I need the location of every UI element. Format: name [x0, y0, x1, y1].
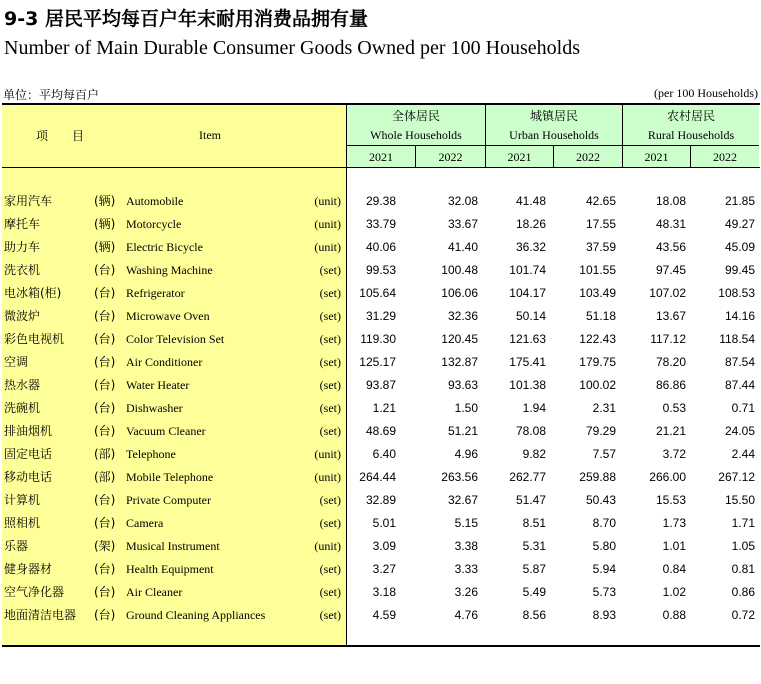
item-unit: (unit) [314, 470, 341, 484]
value-urban-2022: 101.55 [579, 263, 616, 277]
value-whole-2022: 32.67 [447, 493, 478, 507]
item-unit: (set) [319, 332, 341, 346]
value-rural-2021: 266.00 [649, 470, 686, 484]
value-whole-2022: 3.26 [454, 585, 478, 599]
value-whole-2022: 5.15 [454, 516, 478, 530]
value-whole-2022: 51.21 [447, 424, 478, 438]
value-rural-2022: 21.85 [724, 194, 755, 208]
item-unit: (set) [319, 355, 341, 369]
value-urban-2021: 262.77 [509, 470, 546, 484]
value-rural-2021: 1.02 [662, 585, 686, 599]
table-row [0, 236, 761, 259]
value-whole-2021: 93.87 [365, 378, 396, 392]
value-urban-2021: 51.47 [515, 493, 546, 507]
value-rural-2022: 1.71 [731, 516, 755, 530]
value-urban-2021: 101.74 [509, 263, 546, 277]
item-name-en: Electric Bicycle [126, 240, 203, 254]
value-urban-2022: 17.55 [585, 217, 616, 231]
value-urban-2022: 5.94 [592, 562, 616, 576]
unit-label-cn: 单位：平均每百户 [3, 88, 100, 102]
item-measure-word: (部) [94, 470, 116, 484]
item-name-cn: 乐器 [4, 539, 29, 553]
item-measure-word: (台) [94, 424, 116, 438]
value-urban-2021: 8.56 [522, 608, 546, 622]
item-name-en: Camera [126, 516, 164, 530]
item-measure-word: (台) [94, 309, 116, 323]
value-urban-2021: 5.31 [522, 539, 546, 553]
item-unit: (set) [319, 378, 341, 392]
item-unit: (unit) [314, 194, 341, 208]
item-name-cn: 摩托车 [4, 217, 41, 231]
value-whole-2021: 105.64 [359, 286, 396, 300]
table-row [0, 259, 761, 282]
item-measure-word: (台) [94, 332, 116, 346]
table-top-rule [2, 103, 760, 105]
item-unit: (unit) [314, 447, 341, 461]
item-measure-word: (台) [94, 608, 116, 622]
value-rural-2022: 267.12 [718, 470, 755, 484]
item-name-cn: 照相机 [4, 516, 41, 530]
item-name-cn: 空气净化器 [4, 585, 65, 599]
value-rural-2021: 15.53 [655, 493, 686, 507]
value-whole-2021: 32.89 [365, 493, 396, 507]
value-rural-2022: 1.05 [731, 539, 755, 553]
value-urban-2021: 36.32 [515, 240, 546, 254]
item-name-en: Dishwasher [126, 401, 183, 415]
value-rural-2021: 86.86 [655, 378, 686, 392]
table-row [0, 443, 761, 466]
item-unit: (set) [319, 286, 341, 300]
value-whole-2021: 31.29 [365, 309, 396, 323]
item-name-cn: 固定电话 [4, 447, 53, 461]
value-rural-2021: 0.88 [662, 608, 686, 622]
table-row [0, 282, 761, 305]
value-urban-2022: 5.80 [592, 539, 616, 553]
table-row [0, 558, 761, 581]
value-rural-2022: 118.54 [719, 332, 755, 346]
item-name-cn: 排油烟机 [4, 424, 53, 438]
item-measure-word: (辆) [94, 240, 116, 254]
item-name-cn: 计算机 [4, 493, 41, 507]
header-year: 2021 [644, 150, 669, 164]
table-row [0, 374, 761, 397]
value-whole-2022: 3.38 [454, 539, 478, 553]
value-urban-2021: 50.14 [515, 309, 546, 323]
value-whole-2022: 100.48 [441, 263, 478, 277]
item-name-en: Water Heater [126, 378, 190, 392]
value-whole-2021: 5.01 [372, 516, 396, 530]
header-item-cn: 项 目 [35, 129, 84, 143]
value-rural-2022: 0.86 [731, 585, 755, 599]
value-rural-2022: 49.27 [724, 217, 755, 231]
item-name-cn: 洗衣机 [4, 263, 41, 277]
item-name-en: Mobile Telephone [126, 470, 214, 484]
value-rural-2022: 0.72 [731, 608, 755, 622]
item-name-en: Vacuum Cleaner [126, 424, 206, 438]
item-name-en: Microwave Oven [126, 309, 210, 323]
value-whole-2021: 3.09 [372, 539, 396, 553]
value-urban-2022: 7.57 [592, 447, 616, 461]
value-whole-2021: 99.53 [365, 263, 396, 277]
value-urban-2022: 50.43 [585, 493, 616, 507]
value-rural-2021: 117.12 [650, 332, 686, 346]
value-rural-2022: 99.45 [724, 263, 755, 277]
value-whole-2022: 132.87 [441, 355, 478, 369]
value-whole-2022: 263.56 [441, 470, 478, 484]
value-rural-2021: 18.08 [655, 194, 686, 208]
value-urban-2021: 5.87 [522, 562, 546, 576]
item-name-cn: 彩色电视机 [4, 332, 65, 346]
table-row [0, 420, 761, 443]
value-rural-2021: 1.01 [662, 539, 686, 553]
header-group-whole-en: Whole Households [370, 128, 462, 142]
value-rural-2021: 21.21 [655, 424, 686, 438]
header-group-rural-cn: 农村居民 [666, 109, 715, 123]
table-row [0, 397, 761, 420]
value-urban-2021: 9.82 [522, 447, 546, 461]
table-row [0, 351, 761, 374]
table-title-cn: 9-3 居民平均每百户年末耐用消费品拥有量 [4, 8, 368, 30]
value-whole-2022: 93.63 [447, 378, 478, 392]
table-row [0, 512, 761, 535]
table-row [0, 190, 761, 213]
item-name-en: Automobile [126, 194, 184, 208]
header-group-whole-cn: 全体居民 [391, 109, 440, 123]
value-rural-2021: 1.73 [662, 516, 686, 530]
value-rural-2022: 87.44 [724, 378, 755, 392]
value-urban-2021: 8.51 [522, 516, 546, 530]
item-measure-word: (台) [94, 378, 116, 392]
value-rural-2021: 0.53 [662, 401, 686, 415]
item-measure-word: (台) [94, 355, 116, 369]
value-urban-2022: 259.88 [579, 470, 616, 484]
table-row [0, 328, 761, 351]
value-urban-2022: 51.18 [585, 309, 616, 323]
item-measure-word: (部) [94, 447, 116, 461]
item-measure-word: (辆) [94, 217, 116, 231]
value-whole-2022: 1.50 [454, 401, 478, 415]
table-row [0, 489, 761, 512]
header-year: 2022 [576, 150, 600, 164]
item-unit: (set) [319, 516, 341, 530]
value-whole-2022: 120.45 [441, 332, 478, 346]
item-unit: (set) [319, 263, 341, 277]
value-rural-2021: 48.31 [655, 217, 686, 231]
value-whole-2022: 3.33 [454, 562, 478, 576]
header-year: 2021 [369, 150, 393, 164]
value-whole-2021: 3.18 [372, 585, 396, 599]
item-measure-word: (架) [94, 539, 116, 553]
item-unit: (set) [319, 493, 341, 507]
value-whole-2021: 40.06 [365, 240, 396, 254]
item-name-en: Color Television Set [126, 332, 225, 346]
item-name-cn: 洗碗机 [4, 401, 41, 415]
item-name-cn: 家用汽车 [4, 194, 53, 208]
value-rural-2022: 108.53 [718, 286, 755, 300]
value-urban-2021: 41.48 [515, 194, 546, 208]
item-measure-word: (台) [94, 516, 116, 530]
value-whole-2022: 32.08 [447, 194, 478, 208]
unit-label-en: (per 100 Households) [654, 86, 758, 100]
value-urban-2022: 100.02 [579, 378, 616, 392]
item-name-en: Air Conditioner [126, 355, 203, 369]
item-name-en: Refrigerator [126, 286, 185, 300]
value-rural-2021: 97.45 [655, 263, 686, 277]
table-row [0, 604, 761, 627]
header-year: 2021 [507, 150, 532, 164]
item-unit: (set) [319, 585, 341, 599]
item-unit: (unit) [314, 240, 341, 254]
value-urban-2022: 37.59 [585, 240, 616, 254]
value-rural-2022: 0.81 [731, 562, 755, 576]
item-unit: (unit) [314, 539, 341, 553]
value-whole-2022: 4.76 [454, 608, 478, 622]
value-whole-2021: 4.59 [372, 608, 396, 622]
value-rural-2021: 13.67 [655, 309, 686, 323]
item-measure-word: (台) [94, 286, 116, 300]
item-name-cn: 微波炉 [4, 309, 41, 323]
value-urban-2022: 122.43 [579, 332, 616, 346]
table-row [0, 535, 761, 558]
item-measure-word: (台) [94, 401, 116, 415]
value-rural-2022: 0.71 [731, 401, 755, 415]
table-title-en: Number of Main Durable Consumer Goods Owned per 100 Households [4, 37, 581, 59]
value-rural-2022: 87.54 [724, 355, 755, 369]
value-urban-2021: 78.08 [515, 424, 546, 438]
value-whole-2021: 6.40 [372, 447, 396, 461]
item-unit: (set) [319, 562, 341, 576]
value-urban-2021: 1.94 [522, 401, 546, 415]
item-name-cn: 助力车 [4, 240, 41, 254]
header-year: 2022 [713, 150, 737, 164]
item-measure-word: (台) [94, 562, 116, 576]
item-unit: (set) [319, 309, 341, 323]
value-urban-2022: 2.31 [592, 401, 616, 415]
value-urban-2021: 5.49 [522, 585, 546, 599]
value-whole-2021: 264.44 [359, 470, 396, 484]
value-rural-2022: 45.09 [724, 240, 755, 254]
value-whole-2021: 48.69 [365, 424, 396, 438]
value-urban-2021: 18.26 [515, 217, 546, 231]
value-whole-2021: 119.30 [360, 332, 396, 346]
header-year: 2022 [438, 150, 463, 164]
value-urban-2022: 5.73 [592, 585, 616, 599]
value-rural-2022: 14.16 [724, 309, 755, 323]
item-name-en: Motorcycle [126, 217, 182, 231]
value-urban-2022: 79.29 [585, 424, 616, 438]
item-name-en: Washing Machine [126, 263, 213, 277]
value-whole-2022: 4.96 [454, 447, 478, 461]
value-urban-2022: 179.75 [579, 355, 616, 369]
value-rural-2021: 107.02 [649, 286, 686, 300]
item-name-cn: 热水器 [4, 378, 41, 392]
value-urban-2022: 42.65 [585, 194, 616, 208]
value-rural-2021: 3.72 [662, 447, 686, 461]
item-unit: (set) [319, 608, 341, 622]
value-rural-2022: 2.44 [731, 447, 755, 461]
item-name-en: Musical Instrument [126, 539, 220, 553]
value-rural-2022: 15.50 [724, 493, 755, 507]
item-measure-word: (台) [94, 493, 116, 507]
value-whole-2021: 33.79 [365, 217, 396, 231]
item-name-en: Air Cleaner [126, 585, 183, 599]
value-whole-2021: 1.21 [372, 401, 396, 415]
value-whole-2021: 3.27 [372, 562, 396, 576]
value-urban-2022: 8.70 [592, 516, 616, 530]
table-row [0, 213, 761, 236]
value-whole-2022: 32.36 [447, 309, 478, 323]
header-group-urban-en: Urban Households [509, 128, 599, 142]
table-row [0, 581, 761, 604]
item-measure-word: (台) [94, 585, 116, 599]
item-name-cn: 电冰箱(柜) [4, 286, 62, 300]
header-group-rural-en: Rural Households [647, 128, 735, 142]
value-urban-2021: 175.41 [509, 355, 546, 369]
value-rural-2022: 24.05 [724, 424, 755, 438]
item-name-cn: 移动电话 [4, 470, 53, 484]
item-measure-word: (辆) [94, 194, 116, 208]
header-group-urban-cn: 城镇居民 [529, 109, 578, 123]
item-name-cn: 地面清洁电器 [4, 608, 77, 622]
value-rural-2021: 43.56 [655, 240, 686, 254]
value-whole-2022: 41.40 [447, 240, 478, 254]
item-name-en: Private Computer [126, 493, 211, 507]
value-urban-2022: 103.49 [579, 286, 616, 300]
item-unit: (unit) [314, 217, 341, 231]
item-measure-word: (台) [94, 263, 116, 277]
value-whole-2022: 33.67 [447, 217, 478, 231]
item-name-cn: 空调 [4, 355, 29, 369]
value-whole-2021: 29.38 [365, 194, 396, 208]
value-urban-2021: 104.17 [509, 286, 546, 300]
value-rural-2021: 0.84 [662, 562, 686, 576]
item-name-cn: 健身器材 [4, 562, 53, 576]
table-row [0, 305, 761, 328]
table-bottom-rule [2, 645, 760, 647]
value-urban-2021: 101.38 [509, 378, 546, 392]
header-bottom-rule [2, 167, 760, 168]
item-name-en: Telephone [126, 447, 176, 461]
table-body [0, 190, 761, 627]
value-rural-2021: 78.20 [655, 355, 686, 369]
item-unit: (set) [319, 401, 341, 415]
table-row [0, 466, 761, 489]
value-urban-2021: 121.63 [509, 332, 546, 346]
item-unit: (set) [319, 424, 341, 438]
value-urban-2022: 8.93 [592, 608, 616, 622]
value-whole-2021: 125.17 [359, 355, 396, 369]
value-whole-2022: 106.06 [441, 286, 478, 300]
header-item-en: Item [199, 128, 221, 142]
item-name-en: Health Equipment [126, 562, 214, 576]
item-name-en: Ground Cleaning Appliances [126, 608, 266, 622]
